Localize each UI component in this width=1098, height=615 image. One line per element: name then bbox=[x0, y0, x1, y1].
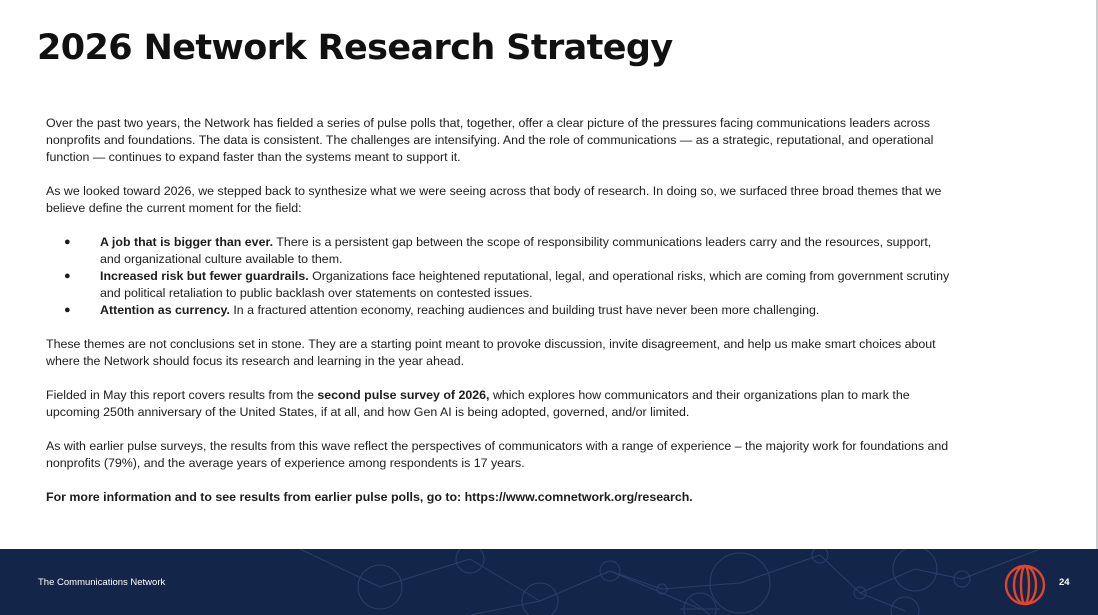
theme-heading: A job that is bigger than ever. bbox=[100, 235, 274, 249]
theme-heading: Increased risk but fewer guardrails. bbox=[100, 269, 309, 283]
survey-text-end: which explores how communicators and their organizations plan to mark the upcoming 250th anniversary of the United States, if at all, and how Gen AI is being adopted, governed, and/or limited. bbox=[46, 388, 910, 419]
theme-text: There is a persistent gap between the scope of responsibility communications leaders carry and the resources, support, and organizational culture available to them. bbox=[100, 235, 932, 266]
more-info-paragraph: For more information and to see results from earlier pulse polls, go to: https://www.comnetwork.org/research. bbox=[46, 490, 693, 504]
bullet-icon: ● bbox=[64, 304, 71, 316]
page-number: 24 bbox=[1059, 577, 1070, 588]
theme-heading: Attention as currency. bbox=[100, 303, 230, 317]
theme-text: In a fractured attention economy, reaching audiences and building trust have never been more challenging. bbox=[229, 303, 820, 317]
bullet-icon: ● bbox=[64, 236, 71, 248]
theme-text: Organizations face heightened reputational, legal, and operational risks, which are coming from government scrutiny and political retaliation to public backlash over statements on contested issues. bbox=[100, 269, 950, 300]
list-item bbox=[46, 302, 951, 319]
footer-band bbox=[0, 549, 1098, 615]
slide-body bbox=[46, 115, 951, 523]
intro-paragraph: Over the past two years, the Network has fielded a series of pulse polls that, together, offer a clear picture of the pressures facing communications leaders across nonprofits and foundations. The data is consistent. The challenges are intensifying. And the role of communications — as a strategic, reputational, and operational function — continues to expand faster than the systems meant to support it. bbox=[46, 116, 934, 164]
survey-text-bold: second pulse survey of 2026, bbox=[317, 388, 490, 402]
conclusion-paragraph: These themes are not conclusions set in stone. They are a starting point meant to provoke discussion, invite disagreement, and help us make smart choices about where the Network should focus its research and learning in the year ahead. bbox=[46, 337, 936, 368]
themes-intro-paragraph: As we looked toward 2026, we stepped back to synthesize what we were seeing across that body of research. In doing so, we surfaced three broad themes that we believe define the current moment for the field: bbox=[46, 184, 942, 215]
list-item bbox=[46, 268, 951, 302]
footer-organization-name: The Communications Network bbox=[38, 577, 166, 588]
survey-paragraph bbox=[46, 387, 951, 421]
list-item bbox=[46, 234, 951, 268]
concentric-rings-logo-icon bbox=[1003, 563, 1047, 607]
themes-list bbox=[46, 234, 951, 319]
bullet-icon: ● bbox=[64, 270, 71, 282]
page-title: 2026 Network Research Strategy bbox=[37, 28, 673, 68]
respondents-paragraph: As with earlier pulse surveys, the results from this wave reflect the perspectives of communicators with a range of experience – the majority work for foundations and nonprofits (79%), and the average years of experience among respondents is 17 years. bbox=[46, 439, 949, 470]
survey-text-start: Fielded in May this report covers results from the bbox=[46, 388, 318, 402]
